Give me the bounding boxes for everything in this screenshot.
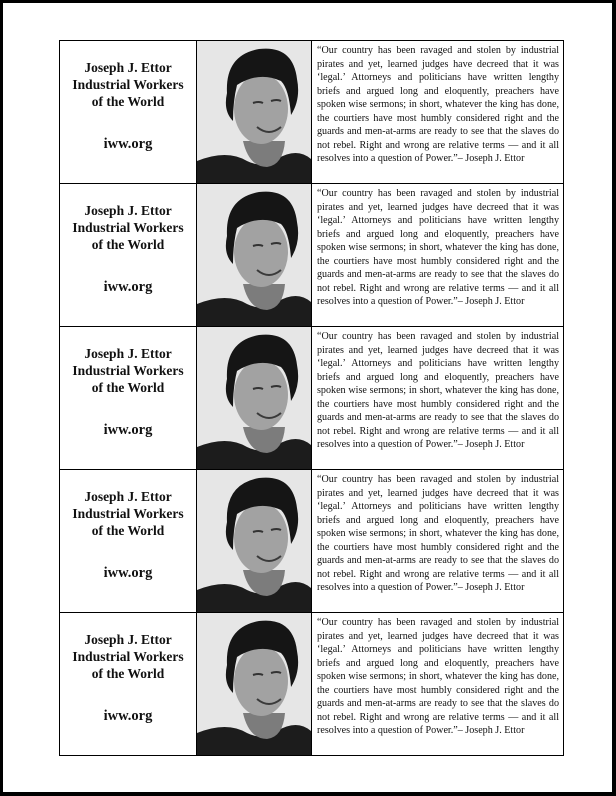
title-block [60, 59, 196, 110]
card-header [60, 470, 197, 612]
portrait-photo [197, 327, 312, 469]
quote-text: “Our country has been ravaged and stolen by industrial pirates and yet, learned judges have decreed that it was ‘legal.’ Attorneys and politicians have written lengthy briefs and argued long and eloquently, preachers have spoken wise sermons; in short, whatever the king has done, the courtiers have most humbly considered right and the guards and men-at-arms are ready to see that the slaves do not rebel. Right and wrong are relative terms — and it all resolves into a question of Power.”– Joseph J. Ettor [317, 474, 559, 593]
org-name-line2: of the World [91, 523, 165, 538]
website-url: iww.org [103, 279, 153, 295]
org-name-line2: of the World [91, 237, 165, 252]
title-block [60, 202, 196, 253]
portrait-photo [197, 613, 312, 755]
card-header [60, 41, 197, 183]
quote-text: “Our country has been ravaged and stolen by industrial pirates and yet, learned judges have decreed that it was ‘legal.’ Attorneys and politicians have written lengthy briefs and argued long and eloquently, preachers have spoken wise sermons; in short, whatever the king has done, the courtiers have most humbly considered right and the guards and men-at-arms are ready to see that the slaves do not rebel. Right and wrong are relative terms — and it all resolves into a question of Power.”– Joseph J. Ettor [317, 45, 559, 164]
org-name-line1: Industrial Workers [72, 649, 184, 664]
card-header [60, 184, 197, 326]
person-name: Joseph J. Ettor [84, 489, 172, 504]
portrait-photo [197, 470, 312, 612]
org-name-line1: Industrial Workers [72, 77, 184, 92]
org-name-line2: of the World [91, 666, 165, 681]
person-name: Joseph J. Ettor [84, 203, 172, 218]
website-url: iww.org [103, 565, 153, 581]
card-header [60, 613, 197, 755]
quote-card [59, 41, 564, 184]
org-name-line2: of the World [91, 380, 165, 395]
person-name: Joseph J. Ettor [84, 632, 172, 647]
org-name-line1: Industrial Workers [72, 506, 184, 521]
card-header [60, 327, 197, 469]
org-name-line1: Industrial Workers [72, 363, 184, 378]
portrait-image [197, 184, 311, 326]
title-block [60, 488, 196, 539]
card-sheet [59, 40, 564, 756]
quote-text: “Our country has been ravaged and stolen by industrial pirates and yet, learned judges have decreed that it was ‘legal.’ Attorneys and politicians have written lengthy briefs and argued long and eloquently, preachers have spoken wise sermons; in short, whatever the king has done, the courtiers have most humbly considered right and the guards and men-at-arms are ready to see that the slaves do not rebel. Right and wrong are relative terms — and it all resolves into a question of Power.”– Joseph J. Ettor [317, 331, 559, 450]
quote-card [59, 327, 564, 470]
person-name: Joseph J. Ettor [84, 60, 172, 75]
person-name: Joseph J. Ettor [84, 346, 172, 361]
quote-card [59, 613, 564, 756]
website-url: iww.org [103, 708, 153, 724]
quote-text: “Our country has been ravaged and stolen by industrial pirates and yet, learned judges have decreed that it was ‘legal.’ Attorneys and politicians have written lengthy briefs and argued long and eloquently, preachers have spoken wise sermons; in short, whatever the king has done, the courtiers have most humbly considered right and the guards and men-at-arms are ready to see that the slaves do not rebel. Right and wrong are relative terms — and it all resolves into a question of Power.”– Joseph J. Ettor [317, 188, 559, 307]
portrait-image [197, 470, 311, 612]
org-name-line2: of the World [91, 94, 165, 109]
portrait-image [197, 41, 311, 183]
portrait-photo [197, 184, 312, 326]
website-url: iww.org [103, 136, 153, 152]
quote-card [59, 470, 564, 613]
org-name-line1: Industrial Workers [72, 220, 184, 235]
portrait-photo [197, 41, 312, 183]
quote-text: “Our country has been ravaged and stolen by industrial pirates and yet, learned judges have decreed that it was ‘legal.’ Attorneys and politicians have written lengthy briefs and argued long and eloquently, preachers have spoken wise sermons; in short, whatever the king has done, the courtiers have most humbly considered right and the guards and men-at-arms are ready to see that the slaves do not rebel. Right and wrong are relative terms — and it all resolves into a question of Power.”– Joseph J. Ettor [317, 617, 559, 736]
title-block [60, 631, 196, 682]
website-url: iww.org [103, 422, 153, 438]
portrait-image [197, 327, 311, 469]
quote-card [59, 184, 564, 327]
portrait-image [197, 613, 311, 755]
title-block [60, 345, 196, 396]
